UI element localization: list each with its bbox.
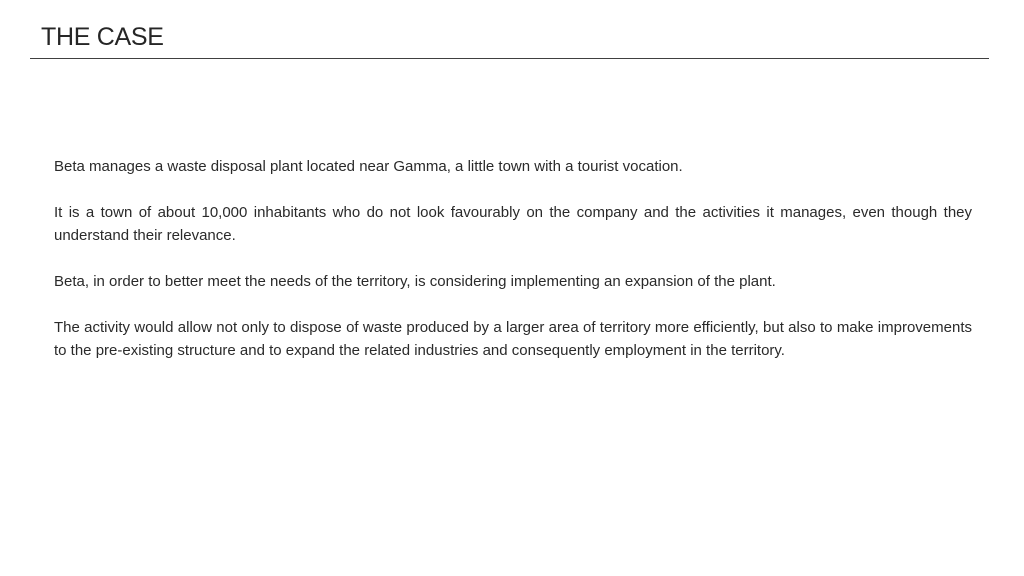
title-divider [30,58,989,59]
paragraph-intro: Beta manages a waste disposal plant located near Gamma, a little town with a tourist vocation. [54,158,683,175]
paragraph-activity: The activity would allow not only to dispose of waste produced by a larger area of territory more efficiently, but also to make improvements to the pre-existing structure and to expand the related industries and consequently employment in the territory. [54,319,972,359]
slide-title: THE CASE [41,23,164,51]
paragraph-town: It is a town of about 10,000 inhabitants who do not look favourably on the company and the activities it manages, even though they understand their relevance. [54,204,972,244]
slide-body [54,155,972,362]
paragraph-expansion: Beta, in order to better meet the needs of the territory, is considering implementing an expansion of the plant. [54,273,776,290]
